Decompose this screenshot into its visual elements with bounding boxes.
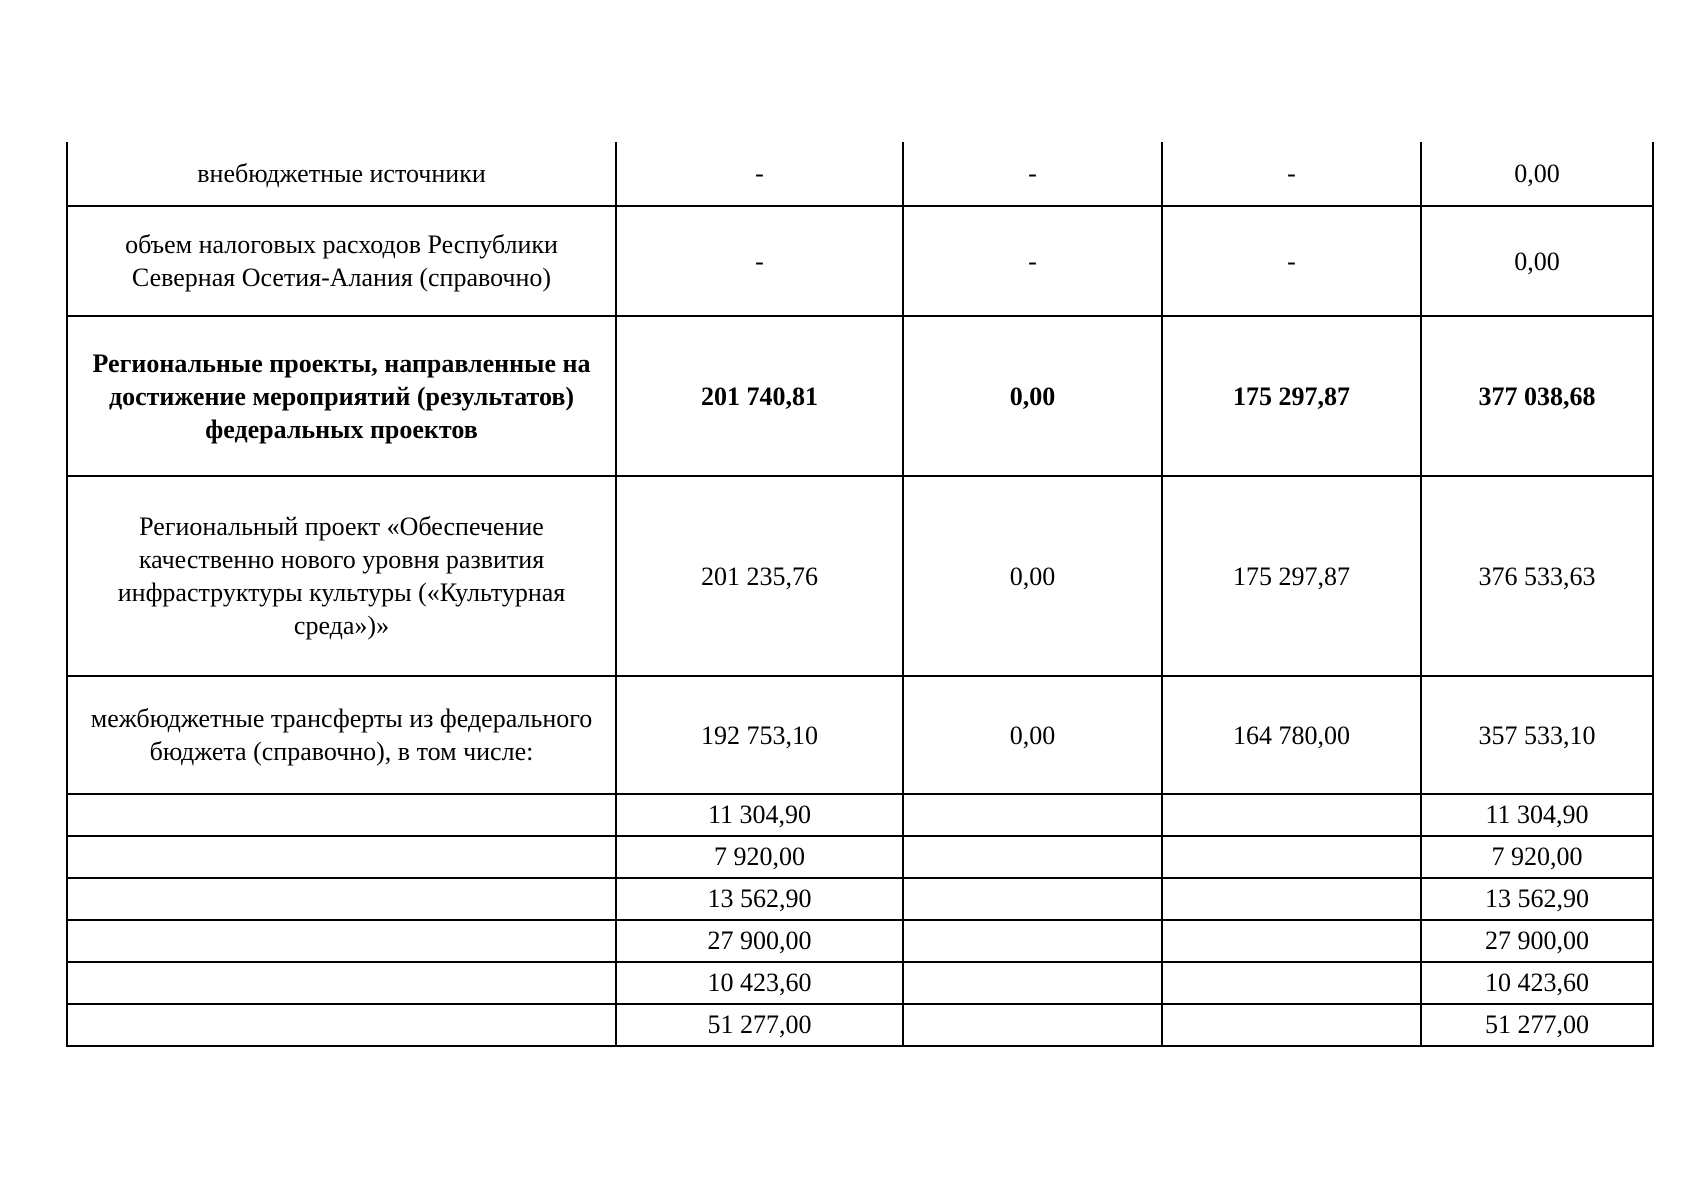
value-cell: - bbox=[616, 142, 903, 206]
value-cell: 175 297,87 bbox=[1162, 316, 1421, 476]
value-cell-empty bbox=[903, 878, 1162, 920]
value-cell: 27 900,00 bbox=[1421, 920, 1653, 962]
row-label: Региональный проект «Обеспечение качественно нового уровня развития инфраструктуры культуры («Культурная среда»)» bbox=[67, 476, 616, 676]
value-cell: 201 740,81 bbox=[616, 316, 903, 476]
value-cell: 175 297,87 bbox=[1162, 476, 1421, 676]
table-sub-row bbox=[67, 962, 1653, 1004]
row-label: Региональные проекты, направленные на достижение мероприятий (результатов) федеральных проектов bbox=[67, 316, 616, 476]
value-cell: - bbox=[616, 206, 903, 316]
value-cell: - bbox=[1162, 206, 1421, 316]
value-cell: - bbox=[1162, 142, 1421, 206]
row-label: межбюджетные трансферты из федерального бюджета (справочно), в том числе: bbox=[67, 676, 616, 794]
table-sub-row bbox=[67, 836, 1653, 878]
row-label: объем налоговых расходов Республики Северная Осетия-Алания (справочно) bbox=[67, 206, 616, 316]
value-cell-empty bbox=[1162, 794, 1421, 836]
value-cell: 10 423,60 bbox=[1421, 962, 1653, 1004]
value-cell: 51 277,00 bbox=[616, 1004, 903, 1046]
value-cell-empty bbox=[903, 794, 1162, 836]
value-cell: 201 235,76 bbox=[616, 476, 903, 676]
table-sub-row bbox=[67, 1004, 1653, 1046]
value-cell: 192 753,10 bbox=[616, 676, 903, 794]
value-cell-empty bbox=[903, 920, 1162, 962]
table-sub-row bbox=[67, 920, 1653, 962]
table-row bbox=[67, 476, 1653, 676]
value-cell: 7 920,00 bbox=[1421, 836, 1653, 878]
row-label-empty bbox=[67, 920, 616, 962]
row-label-empty bbox=[67, 962, 616, 1004]
value-cell: 13 562,90 bbox=[616, 878, 903, 920]
table-row bbox=[67, 206, 1653, 316]
value-cell-empty bbox=[903, 836, 1162, 878]
value-cell-empty bbox=[903, 962, 1162, 1004]
value-cell: 13 562,90 bbox=[1421, 878, 1653, 920]
value-cell: 0,00 bbox=[1421, 142, 1653, 206]
table-sub-row bbox=[67, 794, 1653, 836]
table-row-total bbox=[67, 316, 1653, 476]
row-label-empty bbox=[67, 794, 616, 836]
budget-table bbox=[66, 142, 1654, 1047]
value-cell: 0,00 bbox=[1421, 206, 1653, 316]
table-row bbox=[67, 142, 1653, 206]
value-cell: 11 304,90 bbox=[1421, 794, 1653, 836]
value-cell: - bbox=[903, 142, 1162, 206]
value-cell-empty bbox=[1162, 920, 1421, 962]
value-cell: - bbox=[903, 206, 1162, 316]
value-cell: 164 780,00 bbox=[1162, 676, 1421, 794]
value-cell: 0,00 bbox=[903, 316, 1162, 476]
value-cell-empty bbox=[1162, 878, 1421, 920]
value-cell: 7 920,00 bbox=[616, 836, 903, 878]
value-cell-empty bbox=[1162, 1004, 1421, 1046]
table-sub-row bbox=[67, 878, 1653, 920]
value-cell: 376 533,63 bbox=[1421, 476, 1653, 676]
value-cell: 0,00 bbox=[903, 676, 1162, 794]
value-cell-empty bbox=[1162, 962, 1421, 1004]
value-cell: 51 277,00 bbox=[1421, 1004, 1653, 1046]
row-label-empty bbox=[67, 878, 616, 920]
value-cell: 11 304,90 bbox=[616, 794, 903, 836]
value-cell-empty bbox=[903, 1004, 1162, 1046]
value-cell: 27 900,00 bbox=[616, 920, 903, 962]
value-cell: 357 533,10 bbox=[1421, 676, 1653, 794]
value-cell: 377 038,68 bbox=[1421, 316, 1653, 476]
row-label-empty bbox=[67, 1004, 616, 1046]
row-label-empty bbox=[67, 836, 616, 878]
row-label: внебюджетные источники bbox=[67, 142, 616, 206]
value-cell-empty bbox=[1162, 836, 1421, 878]
value-cell: 0,00 bbox=[903, 476, 1162, 676]
table-row bbox=[67, 676, 1653, 794]
value-cell: 10 423,60 bbox=[616, 962, 903, 1004]
